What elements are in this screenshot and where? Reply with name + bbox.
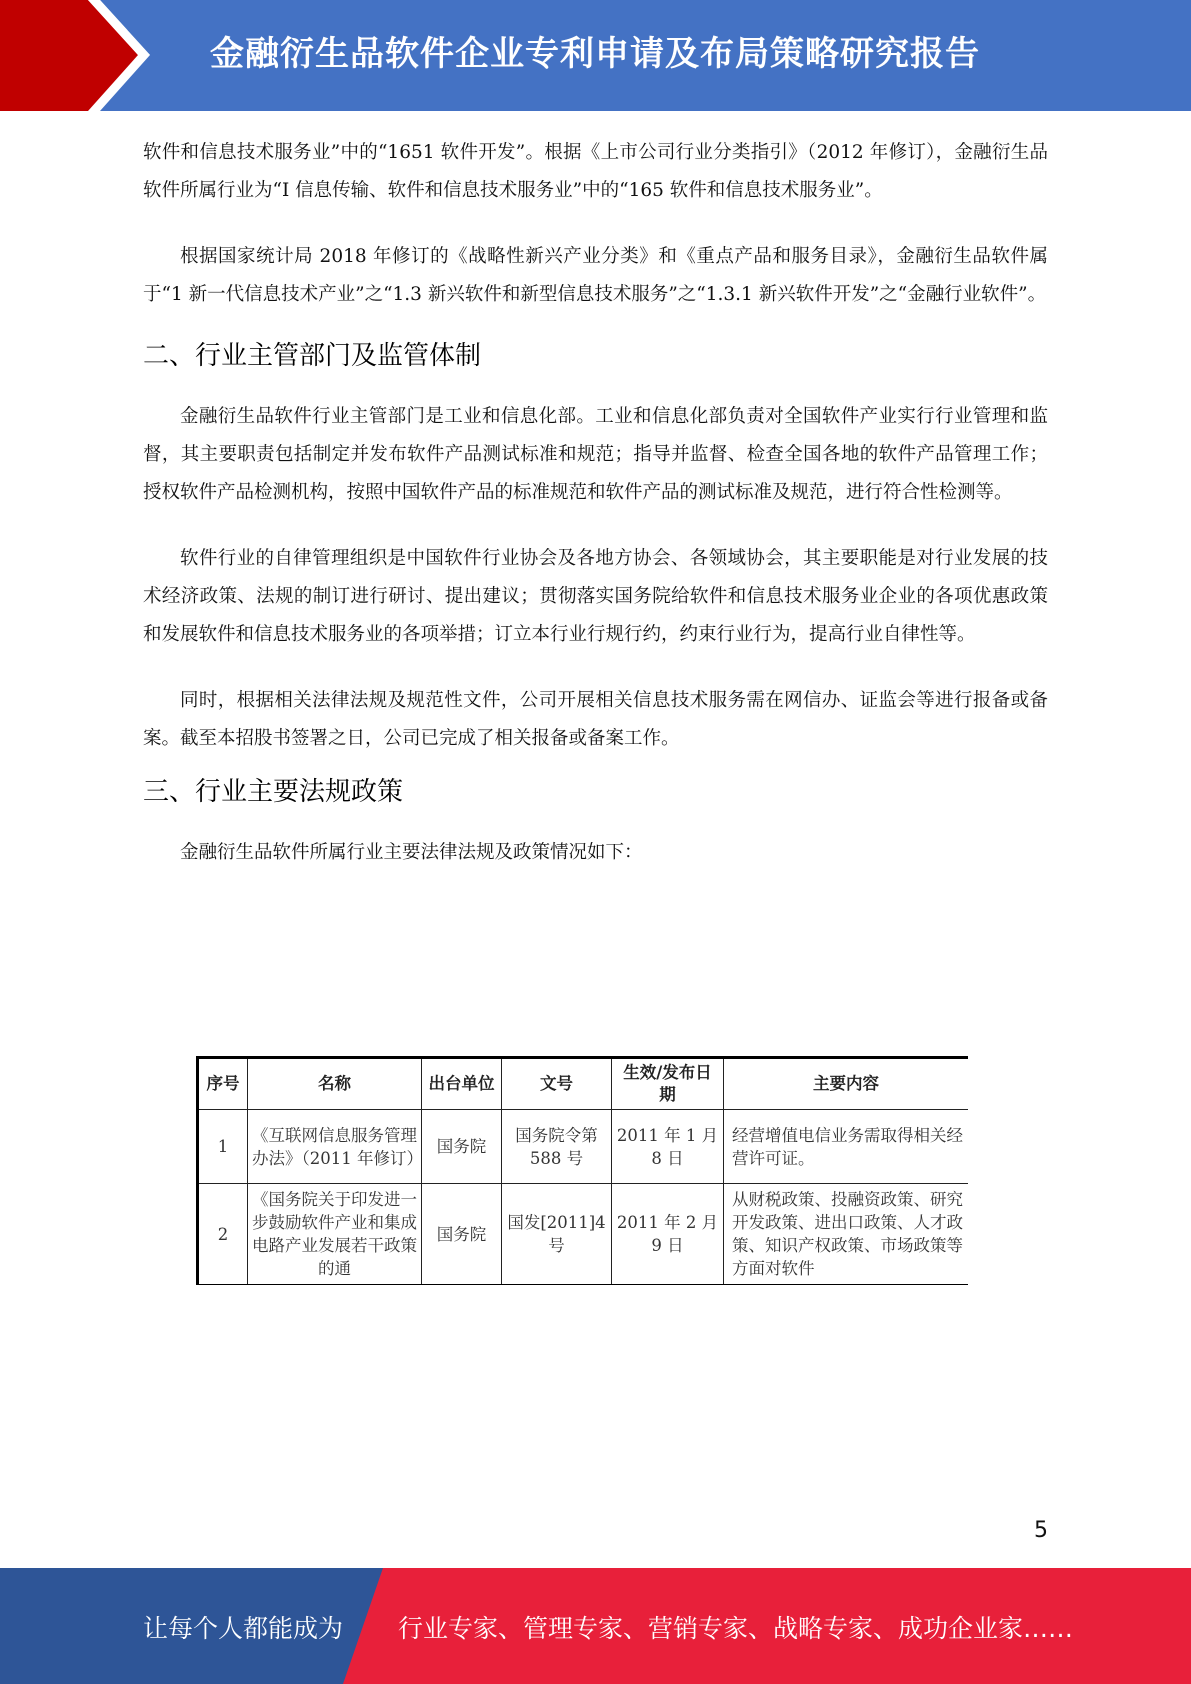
section-heading-regulators: 二、行业主管部门及监管体制 bbox=[143, 341, 482, 371]
cell-content: 从财税政策、投融资政策、研究开发政策、进出口政策、人才政策、知识产权政策、市场政策等方面对软件 bbox=[724, 1184, 969, 1286]
footer-slogan-right: 行业专家、管理专家、营销专家、战略专家、成功企业家…… bbox=[398, 1614, 1074, 1643]
column-header-name: 名称 bbox=[248, 1058, 422, 1110]
column-header-date: 生效/发布日期 bbox=[612, 1058, 724, 1110]
cell-doc-no: 国发[2011]4 号 bbox=[502, 1184, 612, 1286]
page-number: 5 bbox=[1034, 1518, 1048, 1543]
column-header-content: 主要内容 bbox=[724, 1058, 969, 1110]
cell-name: 《国务院关于印发进一步鼓励软件产业和集成电路产业发展若干政策的通 bbox=[248, 1184, 422, 1286]
column-header-doc-no: 文号 bbox=[502, 1058, 612, 1110]
cell-issuer: 国务院 bbox=[422, 1110, 502, 1184]
document-body bbox=[143, 134, 1048, 872]
regulation-table-container bbox=[196, 1056, 968, 1285]
table-header-row bbox=[198, 1058, 969, 1110]
page-footer bbox=[0, 1568, 1191, 1684]
column-header-index: 序号 bbox=[198, 1058, 248, 1110]
paragraph-industry-classification: 软件和信息技术服务业”中的“1651 软件开发”。根据《上市公司行业分类指引》（2012 年修订），金融衍生品软件所属行业为“I 信息传输、软件和信息技术服务业”中的“165 软件和信息技术服务业”。 bbox=[143, 142, 1048, 201]
cell-index: 1 bbox=[198, 1110, 248, 1184]
regulation-table bbox=[196, 1056, 968, 1285]
section-heading-regulations: 三、行业主要法规政策 bbox=[143, 777, 404, 807]
cell-name: 《互联网信息服务管理办法》（2011 年修订） bbox=[248, 1110, 422, 1184]
paragraph-strategic-classification: 根据国家统计局 2018 年修订的《战略性新兴产业分类》和《重点产品和服务目录》，金融衍生品软件属于“1 新一代信息技术产业”之“1.3 新兴软件和新型信息技术服务”之“1.3.1 新兴软件开发”之“金融行业软件”。 bbox=[143, 246, 1048, 305]
page-header bbox=[0, 0, 1191, 111]
table-row bbox=[198, 1184, 969, 1286]
paragraph-filing: 同时，根据相关法律法规及规范性文件，公司开展相关信息技术服务需在网信办、证监会等进行报备或备案。截至本招股书签署之日，公司已完成了相关报备或备案工作。 bbox=[143, 690, 1048, 749]
cell-index: 2 bbox=[198, 1184, 248, 1286]
header-red-arrow-shape bbox=[0, 0, 160, 111]
report-title: 金融衍生品软件企业专利申请及布局策略研究报告 bbox=[210, 34, 980, 74]
cell-doc-no: 国务院令第 588 号 bbox=[502, 1110, 612, 1184]
cell-date: 2011 年 1 月 8 日 bbox=[612, 1110, 724, 1184]
paragraph-table-intro: 金融衍生品软件所属行业主要法律法规及政策情况如下： bbox=[180, 842, 643, 863]
column-header-issuer: 出台单位 bbox=[422, 1058, 502, 1110]
cell-content: 经营增值电信业务需取得相关经营许可证。 bbox=[724, 1110, 969, 1184]
footer-slogan-left: 让每个人都能成为 bbox=[143, 1614, 344, 1643]
cell-date: 2011 年 2 月 9 日 bbox=[612, 1184, 724, 1286]
table-row bbox=[198, 1110, 969, 1184]
paragraph-self-regulatory-org: 软件行业的自律管理组织是中国软件行业协会及各地方协会、各领域协会，其主要职能是对行业发展的技术经济政策、法规的制订进行研讨、提出建议；贯彻落实国务院给软件和信息技术服务业企业的各项优惠政策和发展软件和信息技术服务业的各项举措；订立本行业行规行约，约束行业行为，提高行业自律性等。 bbox=[143, 548, 1048, 645]
cell-issuer: 国务院 bbox=[422, 1184, 502, 1286]
paragraph-competent-department: 金融衍生品软件行业主管部门是工业和信息化部。工业和信息化部负责对全国软件产业实行行业管理和监督，其主要职责包括制定并发布软件产品测试标准和规范；指导并监督、检查全国各地的软件产品管理工作；授权软件产品检测机构，按照中国软件产品的标准规范和软件产品的测试标准及规范，进行符合性检测等。 bbox=[143, 406, 1048, 503]
